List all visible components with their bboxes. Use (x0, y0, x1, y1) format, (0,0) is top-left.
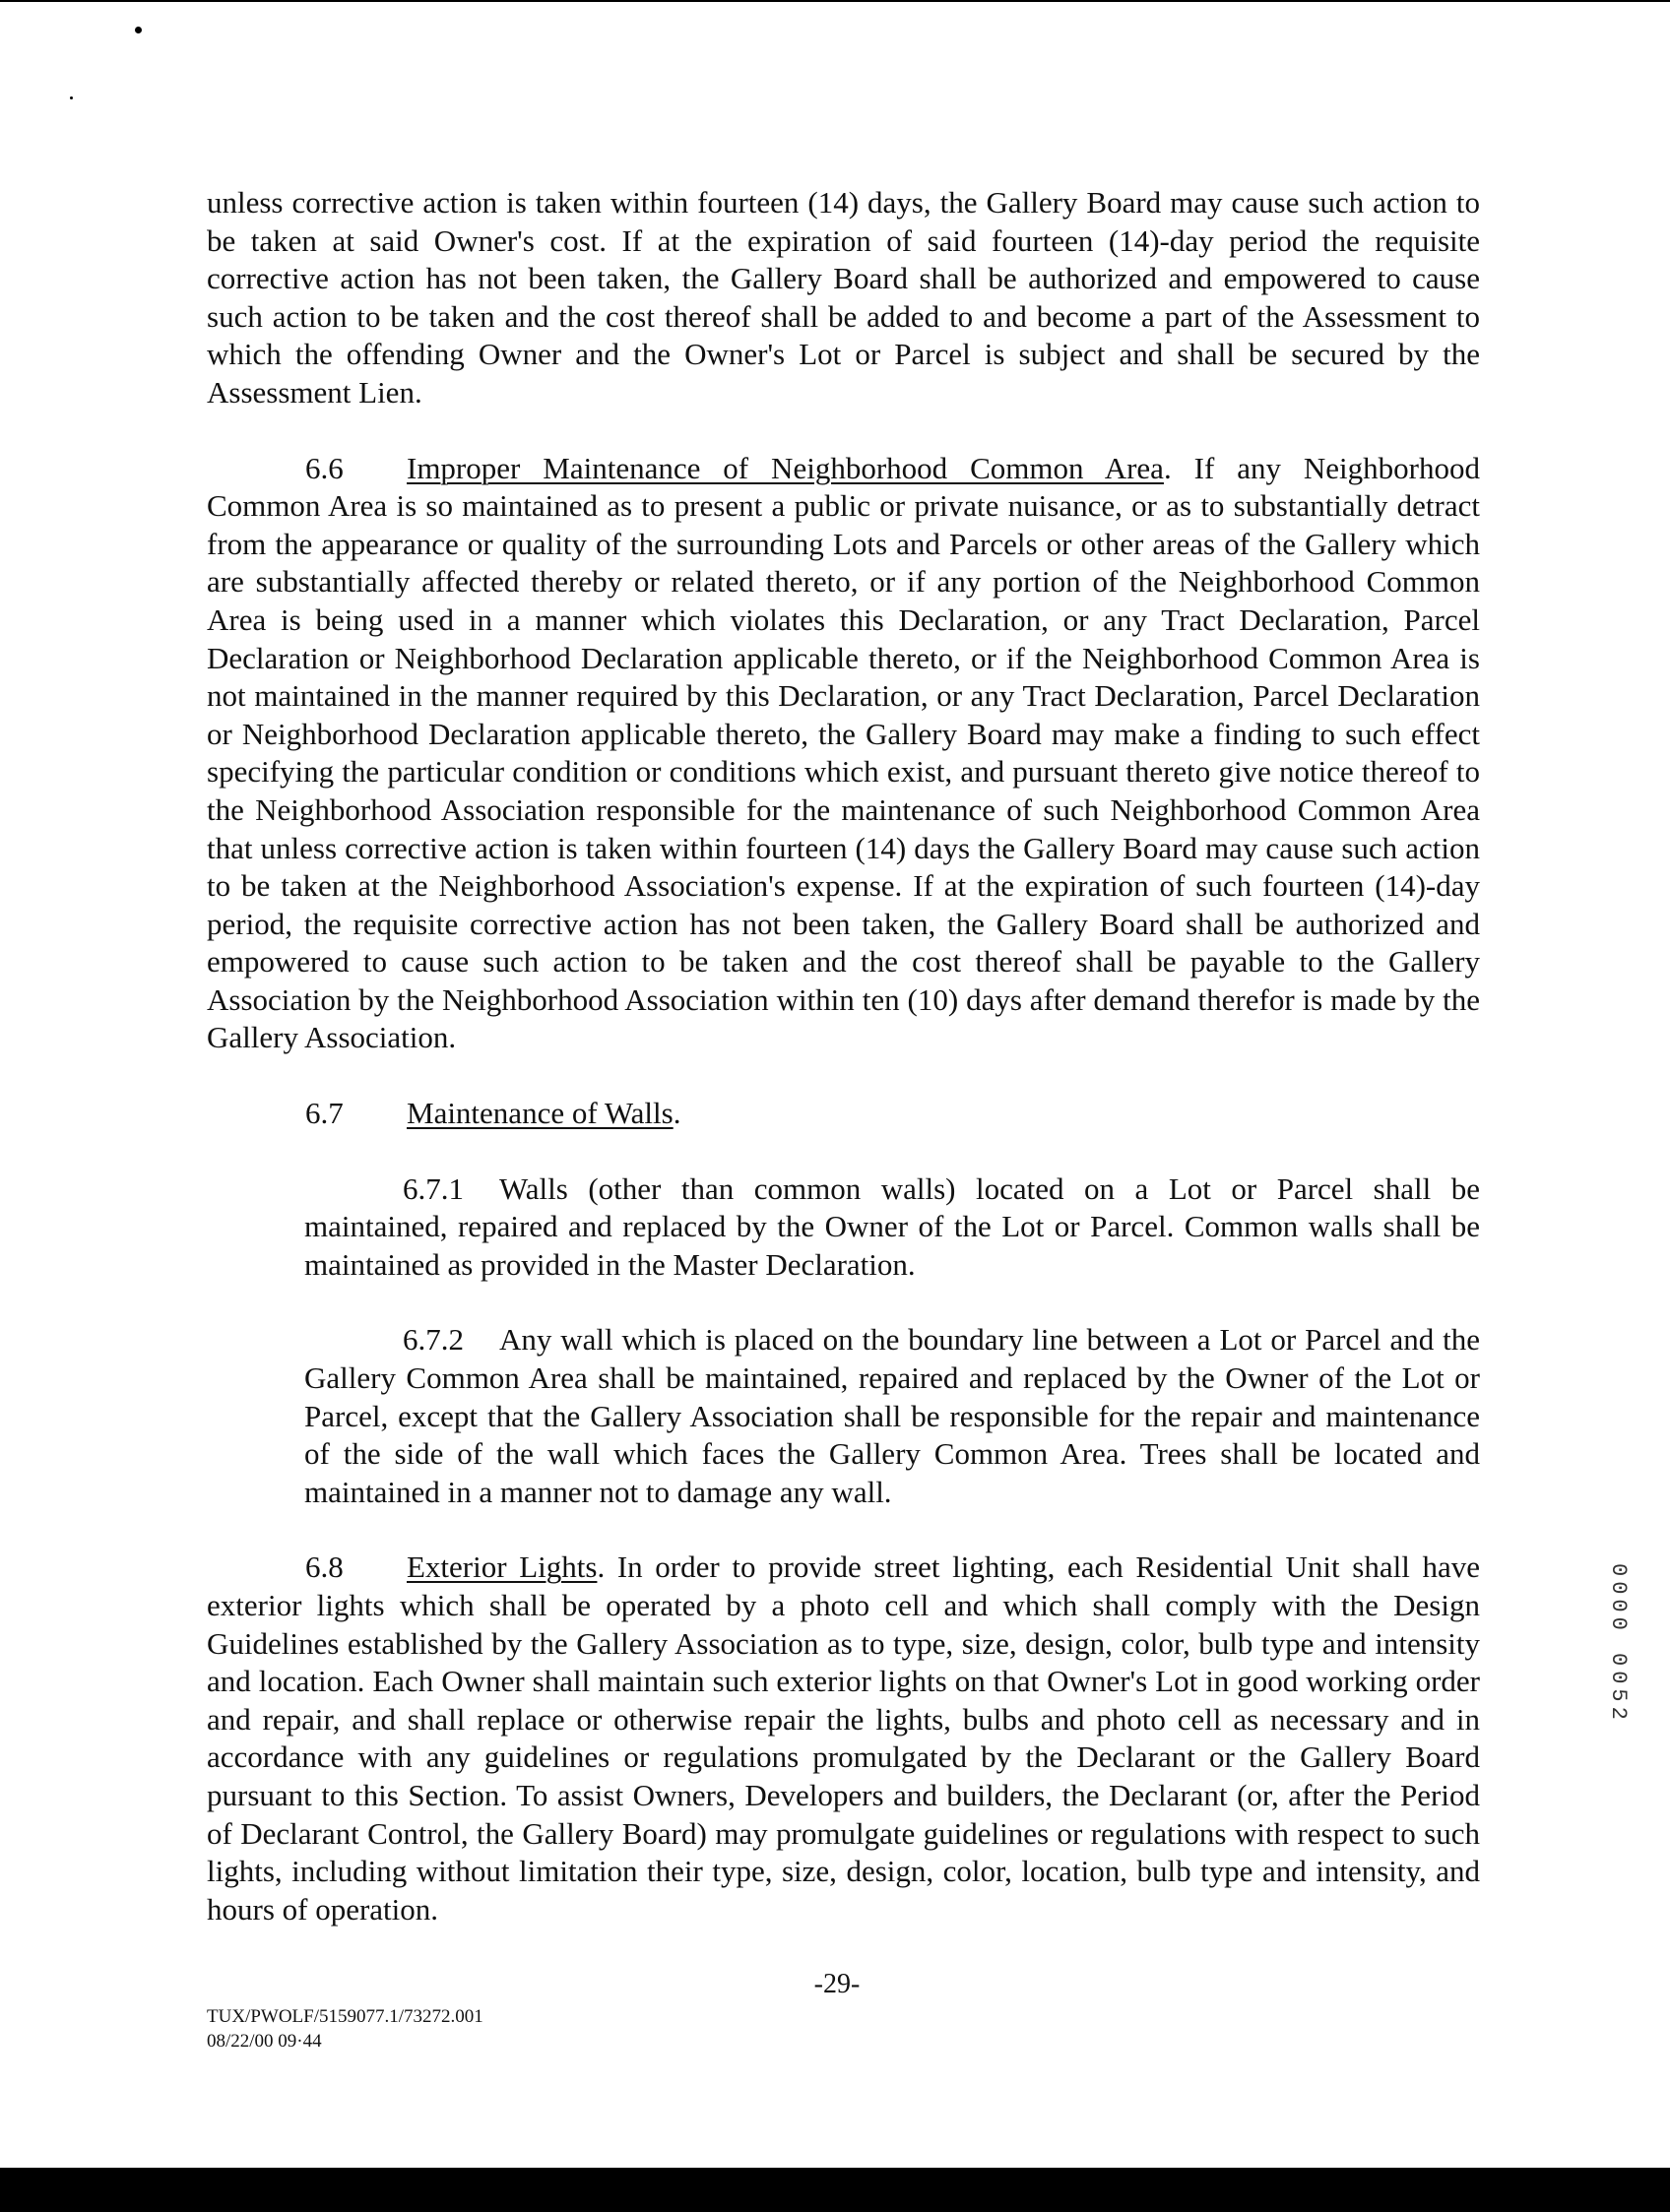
bates-stamp-text: 0000 0052 (1606, 1563, 1631, 1725)
section-body: . If any Neighborhood Common Area is so maintained as to present a public or private nuisance, or as to substantially detract from the appearance or quality of the surrounding Lots and Parcels or other areas of the Gallery which are substantially affected thereby or related thereto, or if any portion of the Neighborhood Common Area is being used in a manner which violates this Declaration, or any Tract Declaration, Parcel Declaration or Neighborhood Declaration applicable thereto, or if the Neighborhood Common Area is not maintained in the manner required by this Declaration, or any Tract Declaration, Parcel Declaration or Neighborhood Declaration applicable thereto, the Gallery Board may make a finding to such effect specifying the particular condition or conditions which exist, and pursuant thereto give notice thereof to the Neighborhood Association responsible for the maintenance of such Neighborhood Common Area that unless corrective action is taken within fourteen (14) days the Gallery Board may cause such action to be taken at the Neighborhood Association's expense. If at the expiration of such fourteen (14)-day period, the requisite corrective action has not been taken, the Gallery Board shall be authorized and empowered to cause such action to be taken and the cost thereof shall be payable to the Gallery Association by the Neighborhood Association within ten (10) days after demand therefor is made by the Gallery Association. (207, 450, 1480, 1055)
section-6-7 (207, 1095, 1480, 1133)
subsection-number: 6.7.2 (403, 1322, 464, 1358)
section-number: 6.6 (305, 450, 344, 485)
scan-speck (135, 27, 142, 33)
scan-speck (70, 96, 73, 99)
scan-bottom-edge (0, 2168, 1670, 2212)
section-heading: Maintenance of Walls (407, 1096, 674, 1131)
footer-doc-id: TUX/PWOLF/5159077.1/73272.001 (207, 2006, 483, 2027)
section-number: 6.7 (305, 1096, 344, 1131)
subsection-number: 6.7.1 (403, 1170, 464, 1206)
scan-top-edge (0, 0, 1670, 2)
section-body: . In order to provide street lighting, each Residential Unit shall have exterior lights which shall be operated by a photo cell and which shall comply with the Design Guidelines established by the Gallery Association as to type, size, design, color, bulb type and intensity and location. Each Owner shall maintain such exterior lights on that Owner's Lot in good working order and repair, and shall replace or otherwise repair the lights, bulbs and photo cell as necessary and in accordance with any guidelines or regulations promulgated by the Declarant or the Gallery Board pursuant to this Section. To assist Owners, Developers and builders, the Declarant (or, after the Period of Declarant Control, the Gallery Board) may promulgate guidelines or regulations with respect to such lights, including without limitation their type, size, design, color, location, bulb type and intensity, and hours of operation. (207, 1549, 1480, 1927)
paragraph-continuation: unless corrective action is taken within fourteen (14) days, the Gallery Board may cause such action to be taken at said Owner's cost. If at the expiration of said fourteen (14)-day period the requisite corrective action has not been taken, the Gallery Board shall be authorized and empowered to cause such action to be taken and the cost thereof shall be added to and become a part of the Assessment to which the offending Owner and the Owner's Lot or Parcel is subject and shall be secured by the Assessment Lien. (207, 185, 1480, 410)
section-heading: Improper Maintenance of Neighborhood Common Area (407, 450, 1164, 485)
section-6-6 (207, 450, 1480, 1058)
subsection-body: Any wall which is placed on the boundary line between a Lot or Parcel and the Gallery Common Area shall be maintained, repaired and replaced by the Owner of the Lot or Parcel, except that the Gallery Association shall be responsible for the repair and maintenance of the side of the wall which faces the Gallery Common Area. Trees shall be located and maintained in a manner not to damage any wall. (304, 1322, 1480, 1509)
body-text (207, 184, 1480, 1928)
section-heading: Exterior Lights (407, 1549, 598, 1585)
bates-stamp (1605, 1563, 1635, 1878)
heading-period: . (673, 1096, 681, 1131)
footer-timestamp: 08/22/00 09·44 (207, 2031, 322, 2052)
section-number: 6.8 (305, 1549, 344, 1585)
subsection-6-7-1 (304, 1170, 1480, 1285)
subsection-6-7-2 (304, 1321, 1480, 1511)
footer (207, 2004, 483, 2054)
section-6-8 (207, 1548, 1480, 1928)
subsection-body: Walls (other than common walls) located on a Lot or Parcel shall be maintained, repaired and replaced by the Owner of the Lot or Parcel. Common walls shall be maintained as provided in the Master Declaration. (304, 1170, 1480, 1282)
page-number: -29- (813, 1969, 861, 1999)
